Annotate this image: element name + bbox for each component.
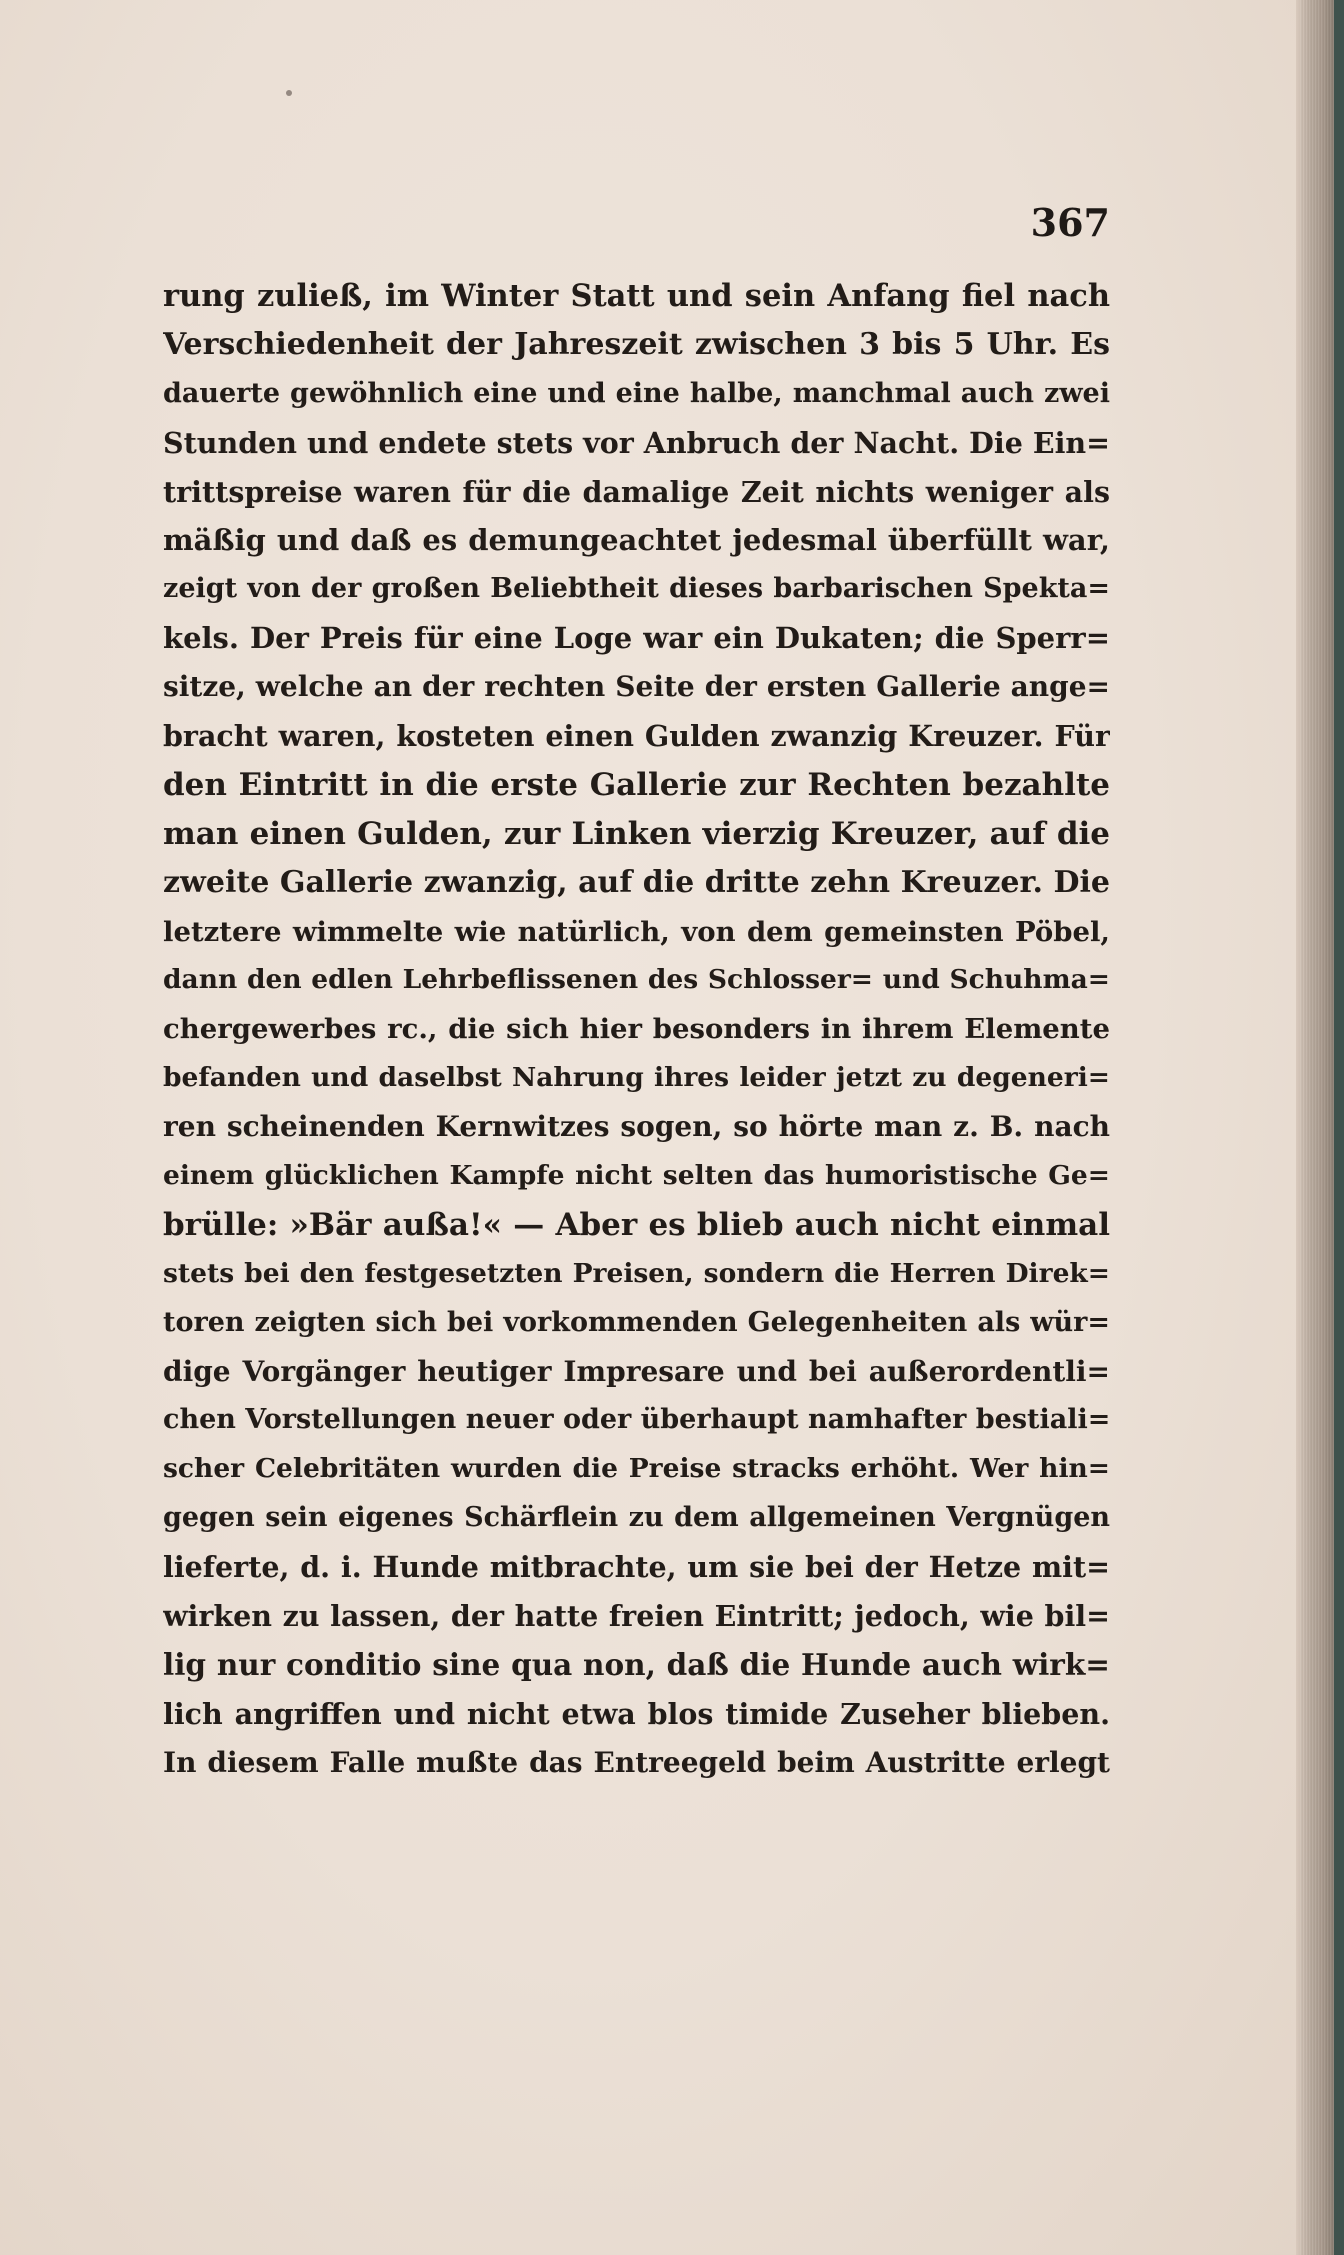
text-line: In diesem Falle mußte das Entreegeld beim Austritte erlegt: [163, 1745, 1110, 1779]
text-line: Verschiedenheit der Jahreszeit zwischen 3 bis 5 Uhr. Es: [163, 326, 1110, 362]
paper-speck: [286, 90, 292, 96]
text-line: scher Celebritäten wurden die Preise stracks erhöht. Wer hin=: [163, 1453, 1110, 1485]
text-line: letztere wimmelte wie natürlich, von dem gemeinsten Pöbel,: [163, 915, 1110, 948]
text-line: ren scheinenden Kernwitzes sogen, so hörte man z. B. nach: [163, 1110, 1110, 1144]
text-line: zeigt von der großen Beliebtheit dieses barbarischen Spekta=: [163, 573, 1110, 605]
text-line: lig nur conditio sine qua non, daß die Hunde auch wirk=: [163, 1646, 1110, 1682]
text-line: befanden und daselbst Nahrung ihres leider jetzt zu degeneri=: [163, 1062, 1110, 1094]
text-line: zweite Gallerie zwanzig, auf die dritte zehn Kreuzer. Die: [163, 864, 1110, 900]
book-cover-edge: [1334, 0, 1344, 2255]
text-line: man einen Gulden, zur Linken vierzig Kreuzer, auf die: [163, 815, 1110, 852]
page-number: 367: [1030, 200, 1110, 245]
text-line: trittspreise waren für die damalige Zeit nichts weniger als: [163, 474, 1110, 509]
text-line: einem glücklichen Kampfe nicht selten das humoristische Ge=: [163, 1160, 1110, 1192]
text-line: chergewerbes rc., die sich hier besonders in ihrem Elemente: [163, 1013, 1110, 1046]
text-line: chen Vorstellungen neuer oder überhaupt namhafter bestiali=: [163, 1404, 1110, 1436]
text-line: mäßig und daß es demungeachtet jedesmal überfüllt war,: [163, 523, 1110, 558]
text-line: Stunden und endete stets vor Anbruch der Nacht. Die Ein=: [163, 425, 1110, 460]
text-line: lieferte, d. i. Hunde mitbrachte, um sie bei der Hetze mit=: [163, 1550, 1110, 1585]
text-line: stets bei den festgesetzten Preisen, sondern die Herren Direk=: [163, 1257, 1110, 1289]
body-text: [163, 272, 1110, 1788]
text-line: dauerte gewöhnlich eine und eine halbe, manchmal auch zwei: [163, 377, 1110, 409]
text-line: wirken zu lassen, der hatte freien Eintritt; jedoch, wie bil=: [163, 1599, 1110, 1634]
text-line: gegen sein eigenes Schärflein zu dem allgemeinen Vergnügen: [163, 1502, 1110, 1534]
text-line: lich angriffen und nicht etwa blos timide Zuseher blieben.: [163, 1696, 1110, 1731]
text-line: kels. Der Preis für eine Loge war ein Dukaten; die Sperr=: [163, 621, 1110, 656]
text-line: dige Vorgänger heutiger Impresare und bei außerordentli=: [163, 1354, 1110, 1388]
text-line: sitze, welche an der rechten Seite der ersten Gallerie ange=: [163, 670, 1110, 704]
text-line: brülle: »Bär außa!« — Aber es blieb auch nicht einmal: [163, 1206, 1110, 1243]
text-line: toren zeigten sich bei vorkommenden Gelegenheiten als wür=: [163, 1306, 1110, 1338]
page-stack-lines: [1300, 0, 1334, 2255]
text-line: den Eintritt in die erste Gallerie zur Rechten bezahlte: [163, 766, 1110, 803]
text-line: rung zuließ, im Winter Statt und sein Anfang fiel nach: [163, 278, 1110, 314]
text-line: bracht waren, kosteten einen Gulden zwanzig Kreuzer. Für: [163, 719, 1110, 754]
text-line: dann den edlen Lehrbeflissenen des Schlosser= und Schuhma=: [163, 964, 1110, 996]
